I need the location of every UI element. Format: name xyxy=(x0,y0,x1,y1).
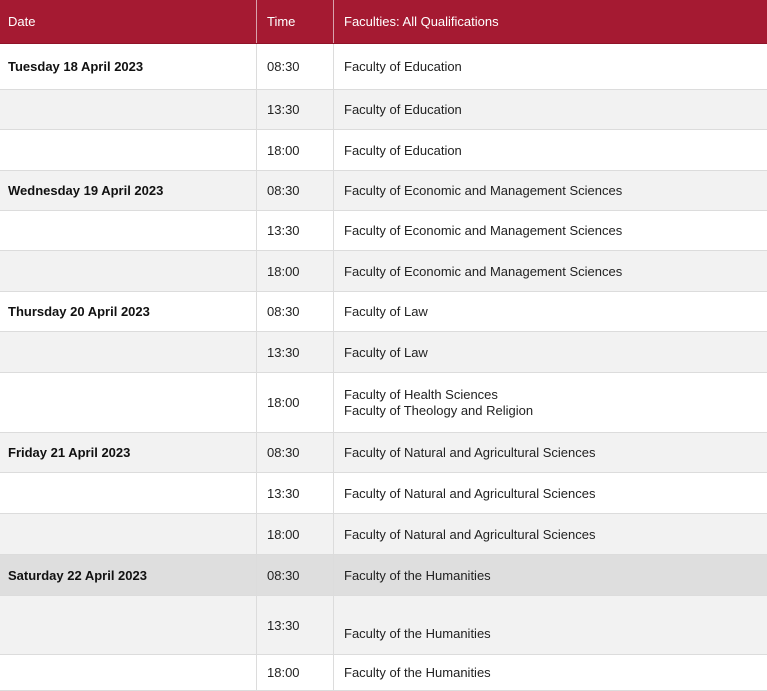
table-row xyxy=(0,555,767,596)
table-row xyxy=(0,251,767,292)
row-time: 08:30 xyxy=(256,171,333,210)
row-date xyxy=(0,251,256,291)
row-date xyxy=(0,655,256,690)
row-faculty: Faculty of Natural and Agricultural Sciences xyxy=(333,433,767,472)
header-date: Date xyxy=(8,14,36,29)
row-faculty: Faculty of the Humanities xyxy=(333,596,767,654)
row-faculty: Faculty of Health Sciences xyxy=(344,386,498,402)
row-time: 08:30 xyxy=(256,433,333,472)
row-time: 13:30 xyxy=(256,90,333,129)
table-row xyxy=(0,433,767,473)
row-faculties-cell xyxy=(333,373,767,432)
row-time: 18:00 xyxy=(256,130,333,170)
row-time: 13:30 xyxy=(256,596,333,654)
row-date xyxy=(0,473,256,513)
table-row xyxy=(0,332,767,373)
row-faculty: Faculty of Natural and Agricultural Sciences xyxy=(333,473,767,513)
row-faculty: Faculty of Education xyxy=(333,44,767,89)
row-time: 18:00 xyxy=(256,373,333,432)
row-time: 18:00 xyxy=(256,655,333,690)
table-row xyxy=(0,90,767,130)
table-header xyxy=(0,0,767,44)
table-row xyxy=(0,211,767,251)
row-date: Tuesday 18 April 2023 xyxy=(8,59,144,74)
row-faculty: Faculty of Education xyxy=(333,90,767,129)
row-date: Friday 21 April 2023 xyxy=(8,445,131,460)
row-date xyxy=(0,332,256,372)
table-row xyxy=(0,44,767,90)
table-row xyxy=(0,655,767,691)
row-time: 13:30 xyxy=(256,332,333,372)
header-time: Time xyxy=(256,0,333,43)
row-time: 08:30 xyxy=(256,292,333,331)
row-time: 18:00 xyxy=(256,514,333,554)
row-faculty: Faculty of Law xyxy=(333,332,767,372)
table-row xyxy=(0,373,767,433)
row-faculty: Faculty of Economic and Management Sciences xyxy=(333,211,767,250)
row-date xyxy=(0,211,256,250)
row-time: 13:30 xyxy=(256,211,333,250)
row-date: Thursday 20 April 2023 xyxy=(8,304,150,319)
row-faculty: Faculty of the Humanities xyxy=(333,555,767,595)
row-date: Wednesday 19 April 2023 xyxy=(8,183,164,198)
row-date xyxy=(0,130,256,170)
table-row xyxy=(0,171,767,211)
row-time: 08:30 xyxy=(256,555,333,595)
table-row xyxy=(0,292,767,332)
row-date: Saturday 22 April 2023 xyxy=(8,567,147,583)
table-row xyxy=(0,596,767,655)
row-date xyxy=(0,373,256,432)
row-faculty: Faculty of Economic and Management Sciences xyxy=(333,171,767,210)
header-faculties: Faculties: All Qualifications xyxy=(333,0,767,43)
row-faculty: Faculty of the Humanities xyxy=(333,655,767,690)
table-row xyxy=(0,130,767,171)
row-time: 08:30 xyxy=(256,44,333,89)
row-faculty: Faculty of Education xyxy=(333,130,767,170)
row-date xyxy=(0,90,256,129)
table-row xyxy=(0,514,767,555)
row-faculty: Faculty of Economic and Management Sciences xyxy=(333,251,767,291)
row-faculty: Faculty of Theology and Religion xyxy=(344,402,534,418)
table-row xyxy=(0,473,767,514)
row-time: 18:00 xyxy=(256,251,333,291)
row-date xyxy=(0,596,256,654)
row-faculty: Faculty of Law xyxy=(333,292,767,331)
row-faculty: Faculty of Natural and Agricultural Sciences xyxy=(333,514,767,554)
row-time: 13:30 xyxy=(256,473,333,513)
row-date xyxy=(0,514,256,554)
